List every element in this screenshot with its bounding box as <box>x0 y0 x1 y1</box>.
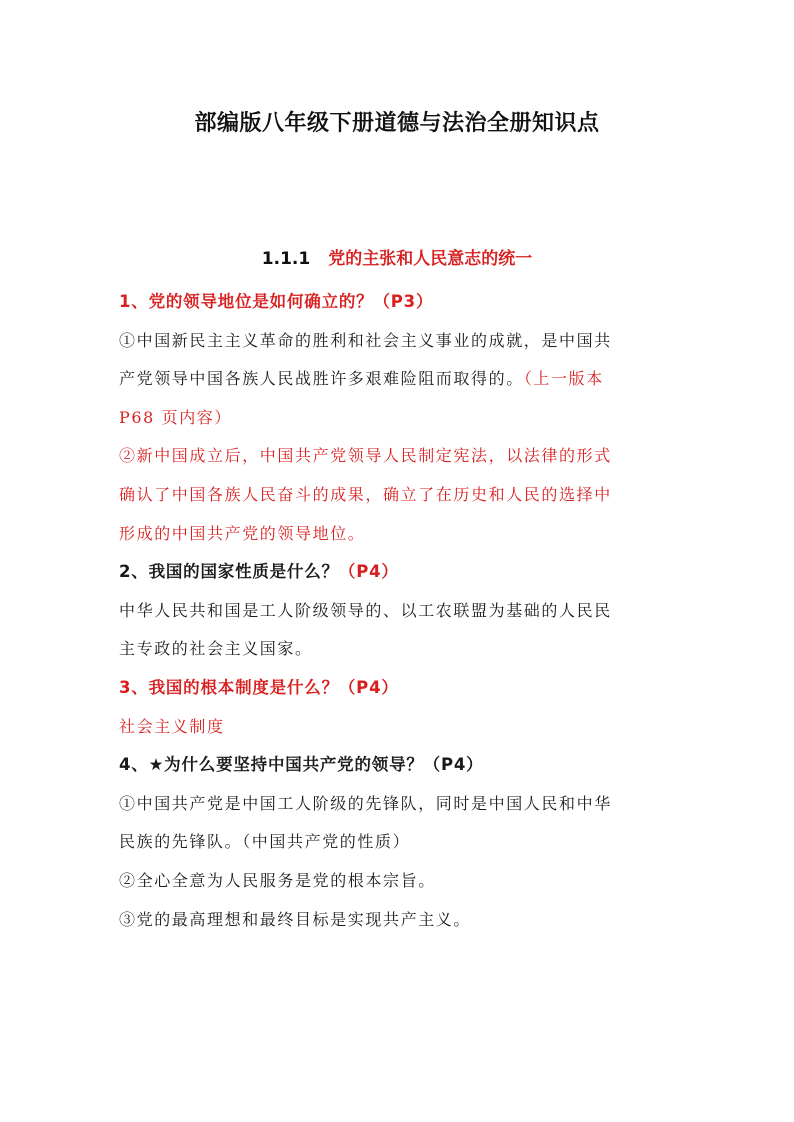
question-line <box>119 746 675 785</box>
text-segment: ①中国共产党是中国工人阶级的先锋队，同时是中国人民和中华 <box>119 793 612 813</box>
body-text-line <box>119 515 675 554</box>
body-text-line <box>119 360 675 399</box>
text-segment: 中华人民共和国是工人阶级领导的、以工农联盟为基础的人民民 <box>119 600 612 620</box>
body-text-line <box>119 862 675 901</box>
text-segment: 产党领导中国各族人民战胜许多艰难险阻而取得的。 <box>119 369 524 389</box>
body-text-line <box>119 476 675 515</box>
text-segment: 形成的中国共产党的领导地位。 <box>119 523 366 543</box>
text-segment: 确认了中国各族人民奋斗的成果，确立了在历史和人民的选择中 <box>119 484 612 504</box>
section-number: 1.1.1 <box>261 249 311 269</box>
text-segment: ③党的最高理想和最终目标是实现共产主义。 <box>119 909 472 929</box>
section-title-text: 党的主张和人民意志的统一 <box>328 249 533 269</box>
text-segment: 3、我国的根本制度是什么？（P4） <box>119 677 399 697</box>
text-segment: 2、我国的国家性质是什么？ <box>119 562 339 582</box>
text-segment: 1、党的领导地位是如何确立的？（P3） <box>119 292 434 311</box>
text-segment: ②全心全意为人民服务是党的根本宗旨。 <box>119 870 436 890</box>
question-line <box>119 283 675 322</box>
body-text-line <box>119 630 675 669</box>
body-text-line <box>119 437 675 476</box>
text-segment: 4、★为什么要坚持中国共产党的领导？（P4） <box>119 755 484 775</box>
text-segment: ①中国新民主主义革命的胜利和社会主义事业的成就，是中国共 <box>119 330 612 350</box>
text-segment: （上一版本 <box>523 369 604 389</box>
text-segment: P68 页内容） <box>119 407 233 427</box>
text-segment: 主专政的社会主义国家。 <box>119 639 313 659</box>
body-text-line <box>119 592 675 631</box>
body-text-line <box>119 708 675 747</box>
section-heading <box>0 244 794 269</box>
question-line <box>119 553 675 592</box>
text-segment: ②新中国成立后，中国共产党领导人民制定宪法，以法律的形式 <box>119 446 612 466</box>
body-text-line <box>119 785 675 824</box>
document-body <box>119 283 675 939</box>
body-text-line <box>119 823 675 862</box>
text-segment: 社会主义制度 <box>119 716 225 736</box>
body-text-line <box>119 322 675 361</box>
question-line <box>119 669 675 708</box>
body-text-line <box>119 399 675 438</box>
document-title: 部编版八年级下册道德与法治全册知识点 <box>194 111 600 136</box>
text-segment: 民族的先锋队。（中国共产党的性质） <box>119 832 411 852</box>
text-segment: （P4） <box>338 562 399 582</box>
body-text-line <box>119 901 675 940</box>
